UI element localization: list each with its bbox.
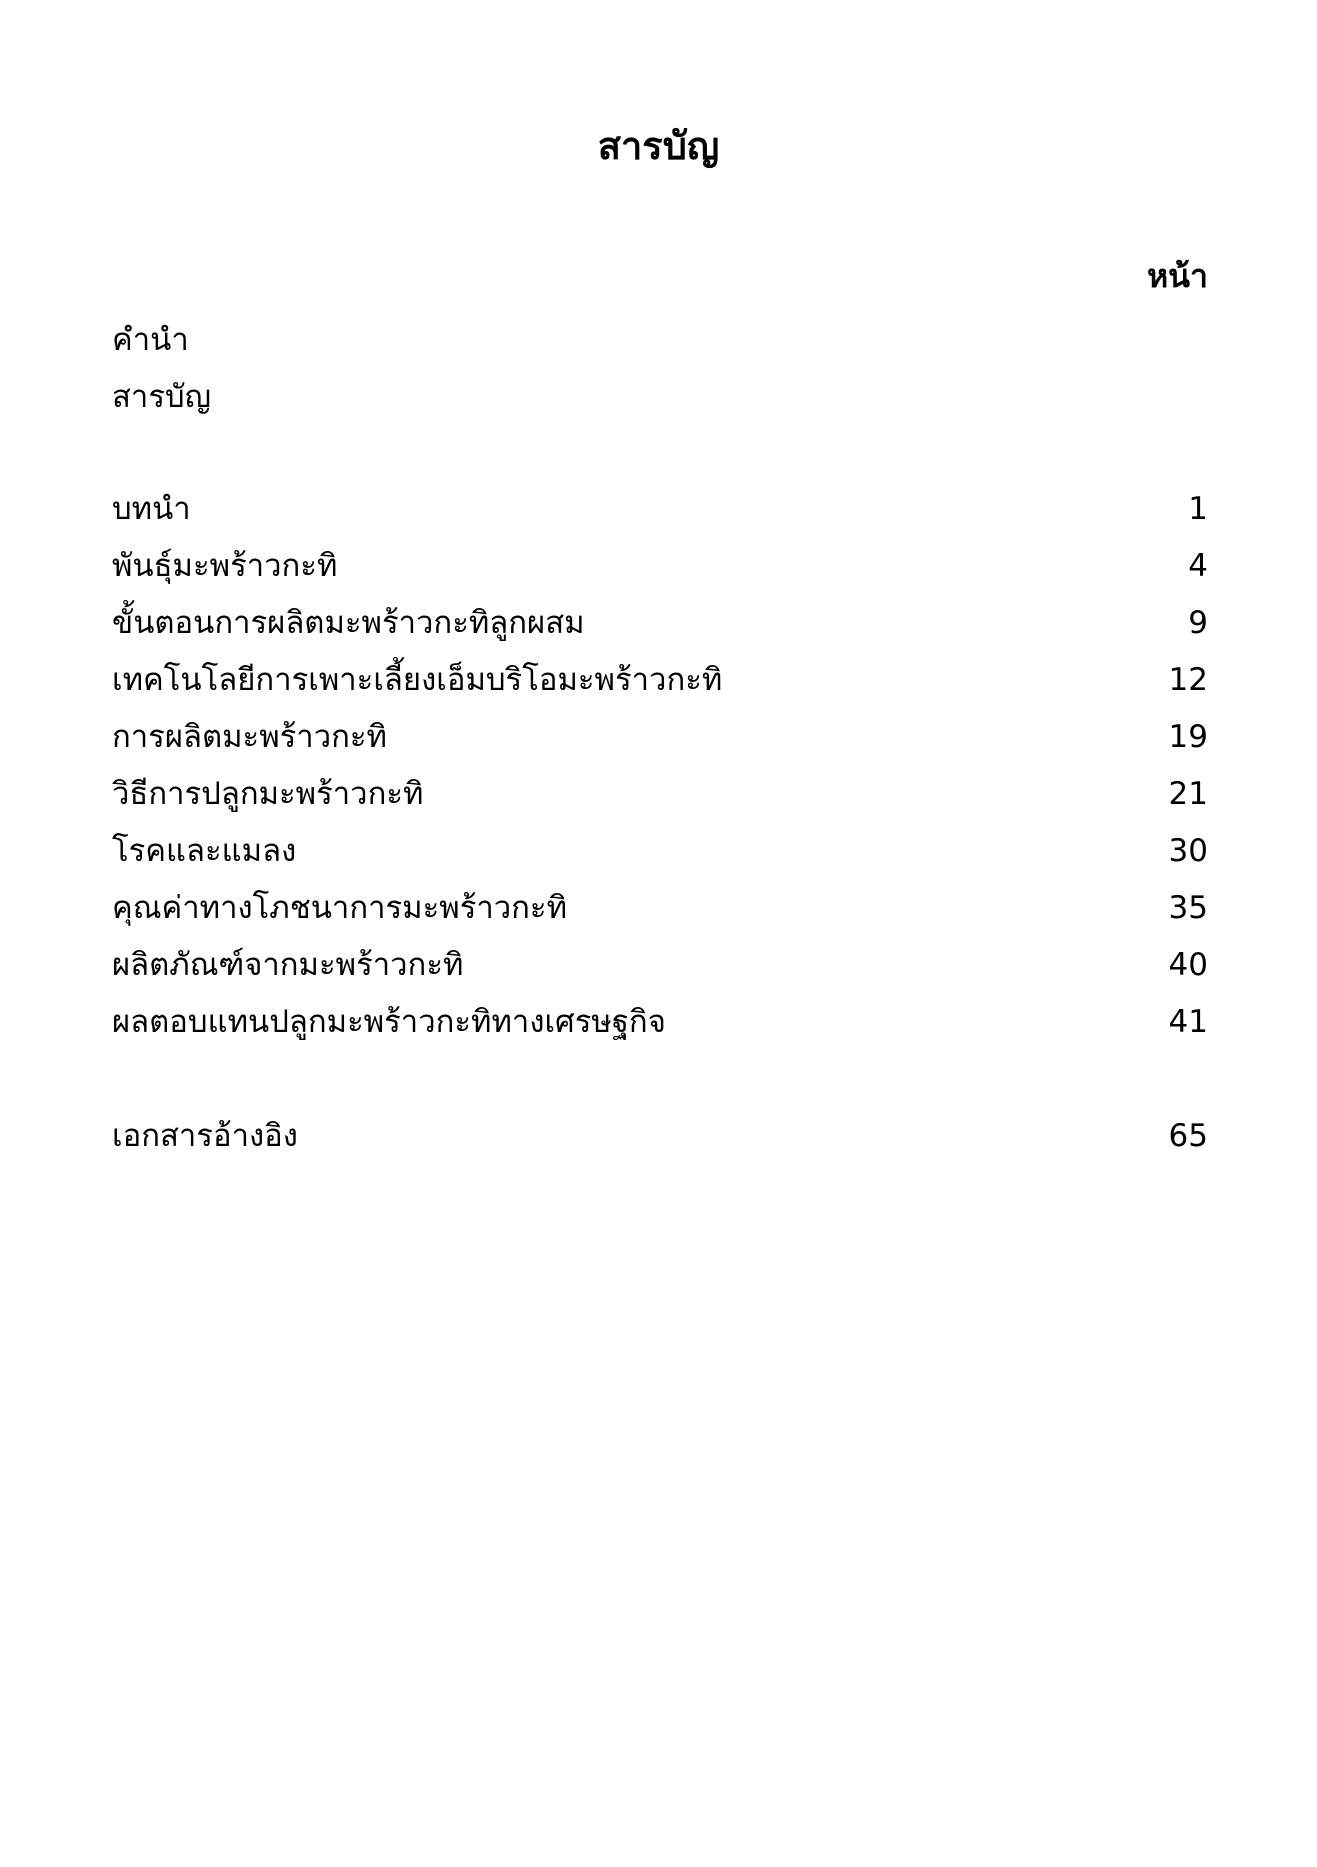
- toc-entry-page: 12: [1168, 662, 1208, 698]
- toc-entry: [112, 825, 1208, 877]
- toc-entry-label: วิธีการปลูกมะพร้าวกะทิ: [112, 776, 424, 812]
- toc-entry-page: 35: [1168, 890, 1208, 926]
- toc-entry-label: โรคและแมลง: [112, 833, 297, 869]
- toc-entry-page: 40: [1168, 947, 1208, 983]
- toc-entry-page: 41: [1168, 1004, 1208, 1040]
- toc-entry-label: ขั้นตอนการผลิตมะพร้าวกะทิลูกผสม: [112, 605, 585, 641]
- toc-entry: [112, 996, 1208, 1048]
- toc-entry-label: คุณค่าทางโภชนาการมะพร้าวกะทิ: [112, 890, 568, 926]
- toc-entry-page: 30: [1168, 833, 1208, 869]
- toc-entry-references: [112, 1110, 1208, 1162]
- toc-entry: [112, 711, 1208, 763]
- toc-entry-page: 19: [1168, 719, 1208, 755]
- toc-entry-label: ผลตอบแทนปลูกมะพร้าวกะทิทางเศรษฐกิจ: [112, 1004, 666, 1040]
- toc-entry: [112, 939, 1208, 991]
- toc-entry: [112, 483, 1208, 535]
- toc-entry-label: พันธุ์มะพร้าวกะทิ: [112, 548, 338, 584]
- toc-entry-page: 4: [1188, 548, 1208, 584]
- toc-entry-page: 65: [1168, 1118, 1208, 1154]
- toc-entry-label: ผลิตภัณฑ์จากมะพร้าวกะทิ: [112, 947, 464, 983]
- toc-entry: [112, 597, 1208, 649]
- toc-entry-label: คำนำ: [112, 322, 189, 358]
- toc-entry-page: 1: [1188, 491, 1208, 527]
- page-title: สารบัญ: [597, 124, 720, 168]
- toc-entry: [112, 882, 1208, 934]
- toc-entry-label: เอกสารอ้างอิง: [112, 1118, 298, 1154]
- toc-entry-label: สารบัญ: [112, 379, 212, 415]
- toc-entry-page: 21: [1168, 776, 1208, 812]
- toc-entry-page: 9: [1188, 605, 1208, 641]
- toc-entry-preface: [112, 314, 1208, 366]
- toc-entry-contents: [112, 371, 1208, 423]
- toc-entry: [112, 768, 1208, 820]
- toc-entry: [112, 540, 1208, 592]
- toc-entry: [112, 654, 1208, 706]
- toc-entry-label: การผลิตมะพร้าวกะทิ: [112, 719, 387, 755]
- page-number-column-header: หน้า: [1147, 257, 1208, 295]
- toc-entry-label: บทนำ: [112, 491, 191, 527]
- toc-entry-label: เทคโนโลยีการเพาะเลี้ยงเอ็มบริโอมะพร้าวกะทิ: [112, 662, 723, 698]
